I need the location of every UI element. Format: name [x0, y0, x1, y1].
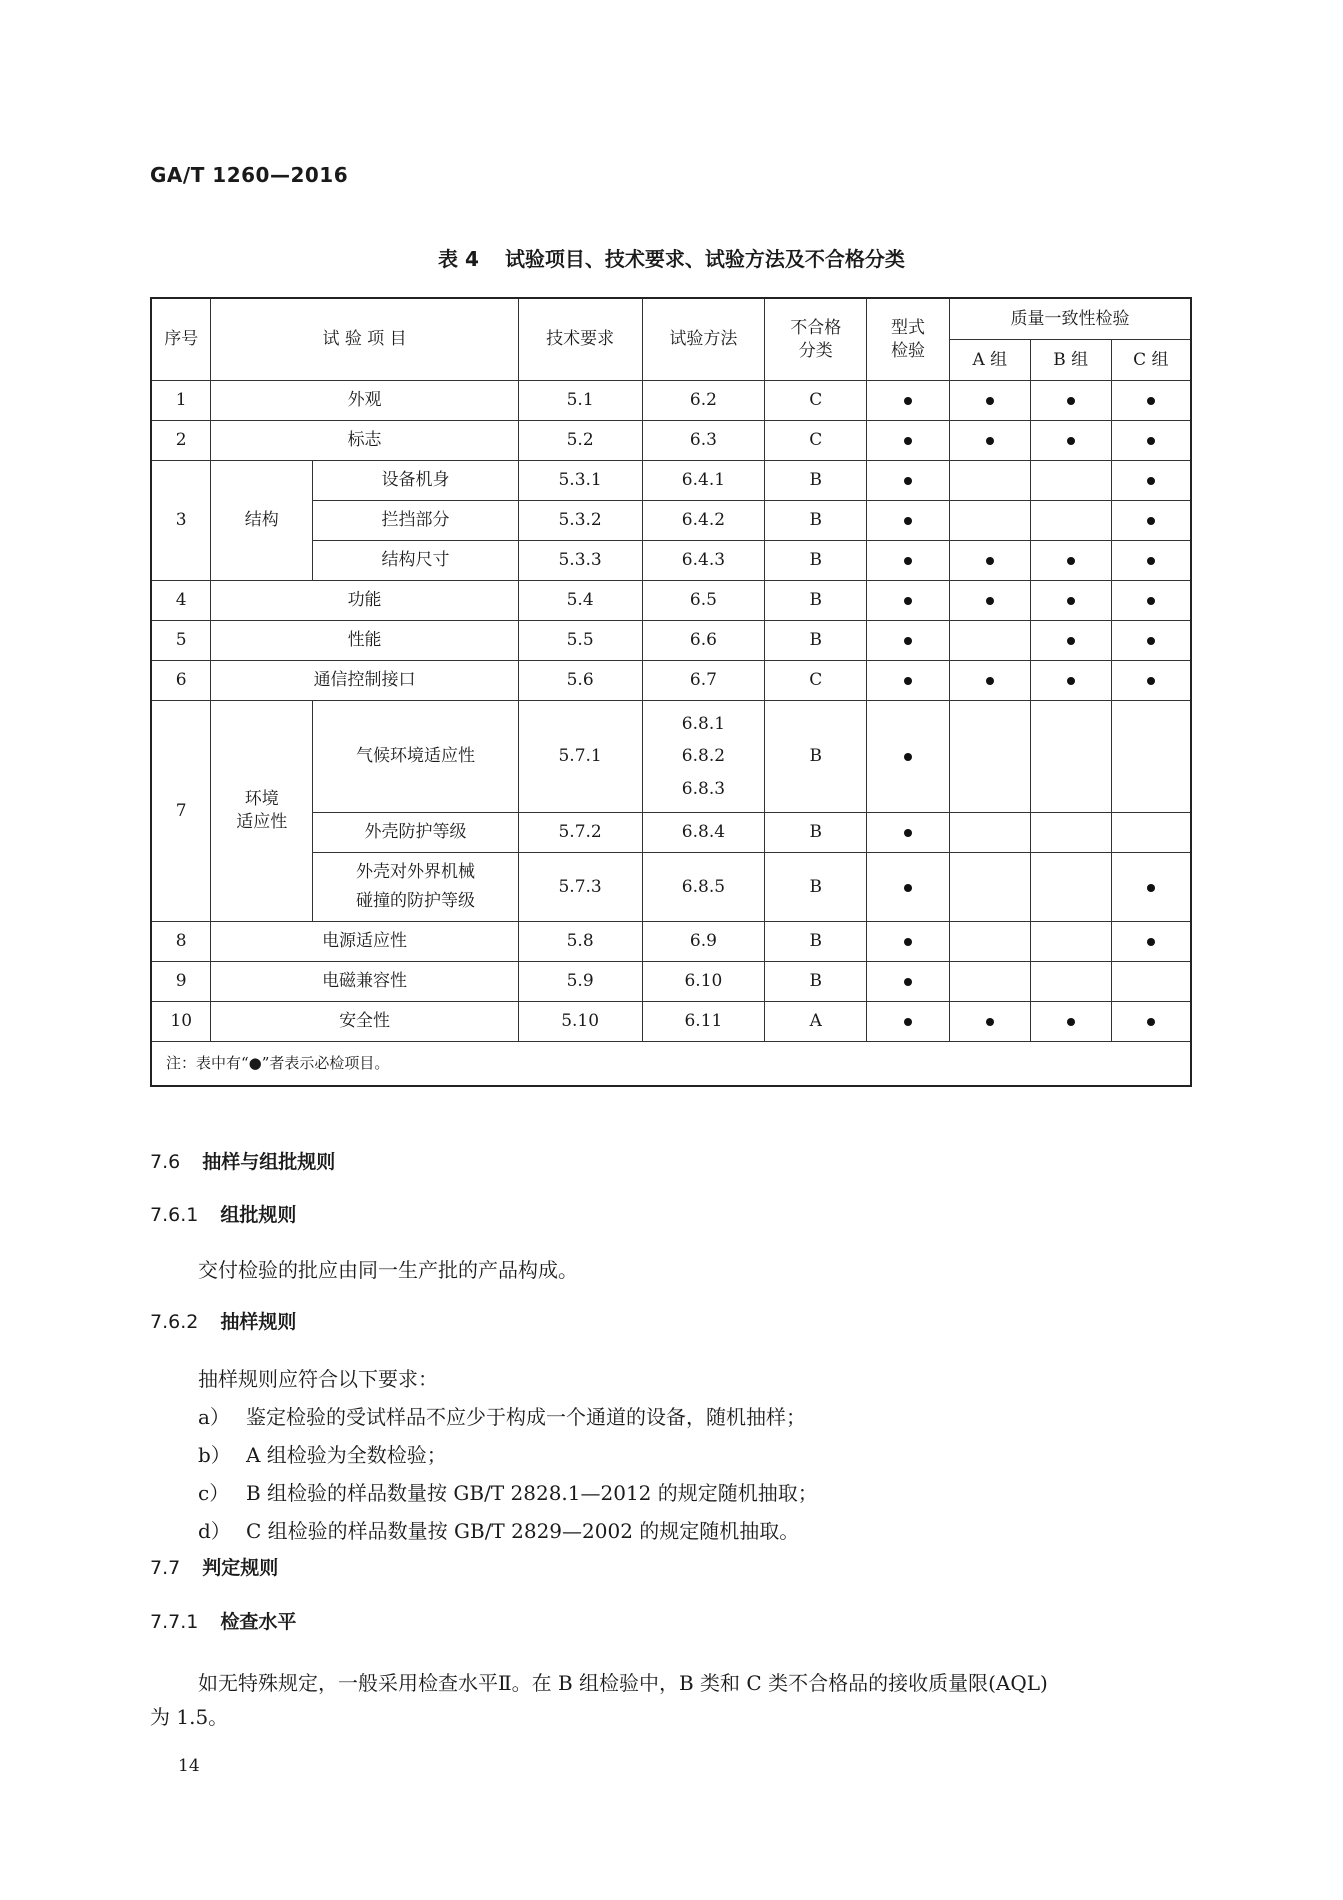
seq-cell: 2	[151, 421, 211, 461]
type-cell	[867, 701, 950, 813]
required-dot	[1067, 637, 1075, 645]
item-cell: 性能	[211, 621, 518, 661]
class-cell: B	[765, 541, 867, 581]
group-a-cell	[949, 922, 1030, 962]
table-row	[151, 661, 1191, 701]
list-item	[198, 1401, 806, 1430]
req-cell: 5.7.3	[518, 853, 642, 922]
type-cell	[867, 962, 950, 1002]
group-a-cell	[949, 381, 1030, 421]
col-req: 技术要求	[518, 298, 642, 381]
seq-cell: 4	[151, 581, 211, 621]
col-method: 试验方法	[642, 298, 765, 381]
test-items-table	[150, 297, 1192, 1087]
group-a-cell	[949, 813, 1030, 853]
type-cell	[867, 461, 950, 501]
seq-cell: 10	[151, 1002, 211, 1042]
col-class	[765, 298, 867, 381]
class-cell: B	[765, 922, 867, 962]
group-a-cell	[949, 853, 1030, 922]
class-cell: C	[765, 421, 867, 461]
col-class-l1: 不合格	[790, 317, 842, 338]
list-text: B 组检验的样品数量按 GB/T 2828.1—2012 的规定随机抽取；	[246, 1481, 818, 1505]
section-title: 组批规则	[220, 1204, 297, 1226]
group-c-cell	[1111, 621, 1191, 661]
required-dot	[1147, 938, 1155, 946]
table-title: 试验项目、技术要求、试验方法及不合格分类	[504, 247, 905, 271]
group-c-cell	[1111, 922, 1191, 962]
required-dot	[1147, 437, 1155, 445]
required-dot	[904, 753, 912, 761]
paragraph-line: 如无特殊规定，一般采用检查水平Ⅱ。在 B 组检验中，B 类和 C 类不合格品的接收质量限(AQL)	[198, 1671, 1048, 1695]
seq-cell: 3	[151, 461, 211, 581]
required-dot	[904, 597, 912, 605]
section-7-7	[150, 1553, 278, 1580]
table-row	[151, 421, 1191, 461]
method-cell: 6.6	[642, 621, 765, 661]
group-a-cell	[949, 501, 1030, 541]
table-row	[151, 922, 1191, 962]
item-cell: 结构尺寸	[313, 541, 519, 581]
req-cell: 5.7.1	[518, 701, 642, 813]
type-cell	[867, 381, 950, 421]
req-cell: 5.5	[518, 621, 642, 661]
section-title: 检查水平	[220, 1611, 297, 1633]
paragraph-line: 为 1.5。	[150, 1705, 229, 1729]
required-dot	[904, 677, 912, 685]
group-b-cell	[1030, 621, 1111, 661]
required-dot	[1067, 1018, 1075, 1026]
group-cell	[211, 701, 313, 922]
col-type-l2: 检验	[891, 340, 925, 361]
page-number: 14	[178, 1756, 200, 1776]
required-dot	[986, 437, 994, 445]
class-cell: B	[765, 813, 867, 853]
method-cell: 6.7	[642, 661, 765, 701]
class-cell: B	[765, 461, 867, 501]
group-c-cell	[1111, 541, 1191, 581]
group-a-cell	[949, 701, 1030, 813]
required-dot	[1147, 637, 1155, 645]
required-dot	[904, 978, 912, 986]
req-cell: 5.4	[518, 581, 642, 621]
method-cell: 6.8.5	[642, 853, 765, 922]
method-cell: 6.11	[642, 1002, 765, 1042]
required-dot	[1067, 437, 1075, 445]
group-c-cell	[1111, 461, 1191, 501]
type-cell	[867, 922, 950, 962]
method-cell: 6.4.2	[642, 501, 765, 541]
method-cell: 6.4.3	[642, 541, 765, 581]
group-label-l1: 环境	[244, 789, 279, 810]
required-dot	[1067, 557, 1075, 565]
group-a-cell	[949, 1002, 1030, 1042]
req-cell: 5.6	[518, 661, 642, 701]
required-dot	[1067, 597, 1075, 605]
class-cell: A	[765, 1002, 867, 1042]
group-cell: 结构	[211, 461, 313, 581]
item-cell: 外壳防护等级	[313, 813, 519, 853]
required-dot	[986, 597, 994, 605]
type-cell	[867, 621, 950, 661]
item-cell: 安全性	[211, 1002, 518, 1042]
section-7-7-1	[150, 1607, 296, 1634]
item-cell: 设备机身	[313, 461, 519, 501]
group-b-cell	[1030, 701, 1111, 813]
paragraph: 交付检验的批应由同一生产批的产品构成。	[198, 1258, 578, 1282]
class-cell: B	[765, 701, 867, 813]
group-c-cell	[1111, 421, 1191, 461]
table-row	[151, 1002, 1191, 1042]
section-title: 判定规则	[202, 1557, 279, 1579]
req-cell: 5.10	[518, 1002, 642, 1042]
item-cell: 标志	[211, 421, 518, 461]
item-cell: 通信控制接口	[211, 661, 518, 701]
group-c-cell	[1111, 962, 1191, 1002]
req-cell: 5.3.3	[518, 541, 642, 581]
col-class-l2: 分类	[798, 340, 833, 361]
req-cell: 5.8	[518, 922, 642, 962]
item-line: 外壳对外界机械	[355, 862, 475, 883]
group-b-cell	[1030, 661, 1111, 701]
header-row	[151, 298, 1191, 340]
col-seq: 序号	[151, 298, 211, 381]
type-cell	[867, 501, 950, 541]
list-marker: c）	[198, 1481, 230, 1505]
required-dot	[904, 437, 912, 445]
group-c-cell	[1111, 381, 1191, 421]
required-dot	[986, 1018, 994, 1026]
list-text: 鉴定检验的受试样品不应少于构成一个通道的设备，随机抽样；	[246, 1405, 806, 1429]
group-c-cell	[1111, 581, 1191, 621]
col-quality: 质量一致性检验	[949, 298, 1191, 340]
req-cell: 5.1	[518, 381, 642, 421]
required-dot	[986, 677, 994, 685]
type-cell	[867, 1002, 950, 1042]
seq-cell: 1	[151, 381, 211, 421]
required-dot	[1147, 884, 1155, 892]
required-dot	[1147, 1018, 1155, 1026]
section-number: 7.7.1	[150, 1611, 199, 1633]
table-row	[151, 581, 1191, 621]
group-b-cell	[1030, 813, 1111, 853]
required-dot	[904, 884, 912, 892]
note-row	[151, 1042, 1191, 1087]
group-b-cell	[1030, 922, 1111, 962]
section-number: 7.6.1	[150, 1204, 199, 1226]
type-cell	[867, 853, 950, 922]
list-item	[198, 1477, 818, 1506]
group-a-cell	[949, 421, 1030, 461]
col-type	[867, 298, 950, 381]
method-cell: 6.4.1	[642, 461, 765, 501]
required-dot	[904, 1018, 912, 1026]
section-number: 7.6	[150, 1151, 181, 1173]
group-c-cell	[1111, 661, 1191, 701]
standard-code: GA/T 1260—2016	[150, 163, 349, 187]
item-cell: 外观	[211, 381, 518, 421]
class-cell: B	[765, 962, 867, 1002]
section-7-6	[150, 1147, 335, 1174]
group-a-cell	[949, 661, 1030, 701]
group-b-cell	[1030, 1002, 1111, 1042]
type-cell	[867, 581, 950, 621]
required-dot	[1147, 397, 1155, 405]
req-cell: 5.2	[518, 421, 642, 461]
list-text: A 组检验为全数检验；	[246, 1443, 447, 1467]
required-dot	[1067, 677, 1075, 685]
class-cell: B	[765, 621, 867, 661]
list-text: C 组检验的样品数量按 GB/T 2829—2002 的规定随机抽取。	[246, 1519, 800, 1543]
group-a-cell	[949, 962, 1030, 1002]
list-item	[198, 1515, 799, 1544]
method-cell: 6.3	[642, 421, 765, 461]
table-row	[151, 381, 1191, 421]
req-cell: 5.3.1	[518, 461, 642, 501]
paragraph: 抽样规则应符合以下要求：	[198, 1367, 438, 1391]
item-cell: 电磁兼容性	[211, 962, 518, 1002]
method-cell: 6.5	[642, 581, 765, 621]
class-cell: B	[765, 501, 867, 541]
list-marker: a）	[198, 1405, 230, 1429]
required-dot	[904, 637, 912, 645]
group-b-cell	[1030, 421, 1111, 461]
table-caption	[0, 243, 1343, 272]
method-cell: 6.2	[642, 381, 765, 421]
list-marker: b）	[198, 1443, 231, 1467]
method-line: 6.8.2	[681, 746, 726, 767]
item-line: 碰撞的防护等级	[355, 891, 475, 911]
required-dot	[1147, 677, 1155, 685]
section-7-6-2	[150, 1307, 296, 1334]
required-dot	[904, 397, 912, 405]
required-dot	[904, 517, 912, 525]
type-cell	[867, 541, 950, 581]
seq-cell: 5	[151, 621, 211, 661]
req-cell: 5.7.2	[518, 813, 642, 853]
required-dot	[1147, 477, 1155, 485]
item-cell: 气候环境适应性	[313, 701, 519, 813]
group-a-cell	[949, 581, 1030, 621]
seq-cell: 7	[151, 701, 211, 922]
group-b-cell	[1030, 853, 1111, 922]
required-dot	[986, 397, 994, 405]
list-marker: d）	[198, 1519, 231, 1543]
required-dot	[904, 829, 912, 837]
col-group-a: A 组	[949, 340, 1030, 381]
section-title: 抽样与组批规则	[202, 1151, 336, 1173]
section-number: 7.6.2	[150, 1311, 199, 1333]
group-a-cell	[949, 621, 1030, 661]
method-cell: 6.8.4	[642, 813, 765, 853]
method-line: 6.8.1	[681, 714, 726, 735]
group-c-cell	[1111, 701, 1191, 813]
group-b-cell	[1030, 461, 1111, 501]
item-cell: 拦挡部分	[313, 501, 519, 541]
col-item: 试 验 项 目	[211, 298, 518, 381]
class-cell: B	[765, 853, 867, 922]
seq-cell: 8	[151, 922, 211, 962]
method-cell: 6.9	[642, 922, 765, 962]
group-b-cell	[1030, 581, 1111, 621]
group-c-cell	[1111, 853, 1191, 922]
required-dot	[904, 938, 912, 946]
col-type-l1: 型式	[891, 317, 925, 338]
method-line: 6.8.3	[681, 778, 726, 799]
item-cell	[313, 853, 519, 922]
table-row	[151, 962, 1191, 1002]
group-label-l2: 适应性	[236, 812, 288, 832]
table-row	[151, 701, 1191, 813]
class-cell: C	[765, 661, 867, 701]
required-dot	[904, 557, 912, 565]
type-cell	[867, 813, 950, 853]
list-item	[198, 1439, 447, 1468]
group-a-cell	[949, 541, 1030, 581]
class-cell: C	[765, 381, 867, 421]
col-group-b: B 组	[1030, 340, 1111, 381]
seq-cell: 6	[151, 661, 211, 701]
group-b-cell	[1030, 381, 1111, 421]
method-cell: 6.10	[642, 962, 765, 1002]
seq-cell: 9	[151, 962, 211, 1002]
item-cell: 功能	[211, 581, 518, 621]
method-cell	[642, 701, 765, 813]
class-cell: B	[765, 581, 867, 621]
item-cell: 电源适应性	[211, 922, 518, 962]
required-dot	[904, 477, 912, 485]
req-cell: 5.3.2	[518, 501, 642, 541]
type-cell	[867, 661, 950, 701]
table-note: 注：表中有“●”者表示必检项目。	[151, 1042, 1191, 1087]
required-dot	[1147, 597, 1155, 605]
required-dot	[986, 557, 994, 565]
group-c-cell	[1111, 1002, 1191, 1042]
section-title: 抽样规则	[220, 1311, 297, 1333]
table-row	[151, 621, 1191, 661]
col-group-c: C 组	[1111, 340, 1191, 381]
group-b-cell	[1030, 501, 1111, 541]
group-b-cell	[1030, 541, 1111, 581]
required-dot	[1147, 517, 1155, 525]
req-cell: 5.9	[518, 962, 642, 1002]
group-c-cell	[1111, 813, 1191, 853]
table-row	[151, 461, 1191, 501]
group-c-cell	[1111, 501, 1191, 541]
section-7-6-1	[150, 1200, 296, 1227]
table-number: 表 4	[438, 247, 479, 271]
group-a-cell	[949, 461, 1030, 501]
section-number: 7.7	[150, 1557, 181, 1579]
required-dot	[1067, 397, 1075, 405]
required-dot	[1147, 557, 1155, 565]
group-b-cell	[1030, 962, 1111, 1002]
type-cell	[867, 421, 950, 461]
